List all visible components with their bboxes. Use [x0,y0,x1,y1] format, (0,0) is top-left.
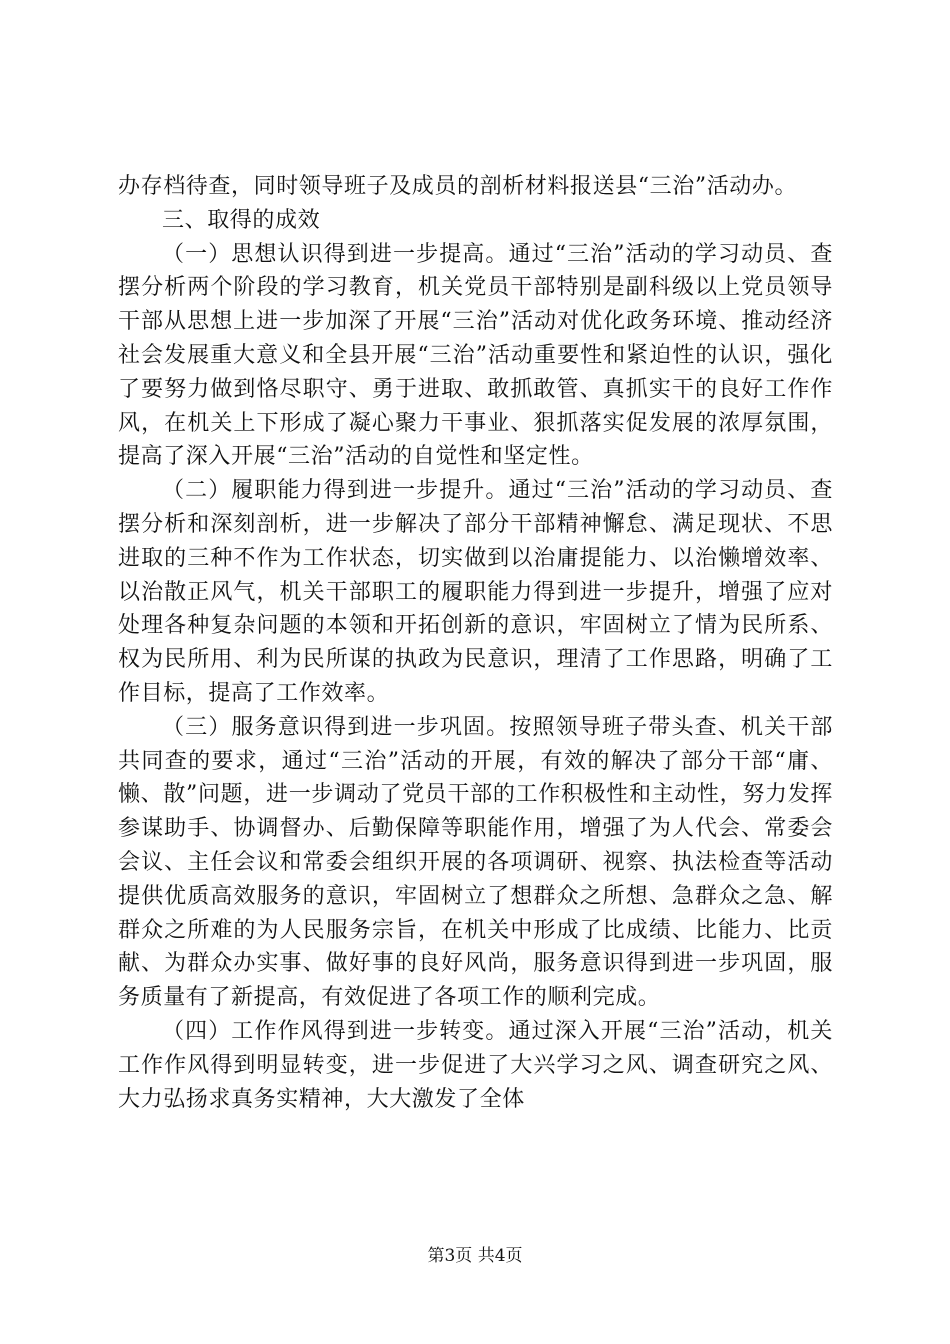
paragraph-continuation: 办存档待查，同时领导班子及成员的剖析材料报送县“三治”活动办。 [118,174,798,199]
paragraph-capability: （二）履职能力得到进一步提升。通过“三治”活动的学习动员、查摆分析和深刻剖析，进一步解决了部分干部精神懈怠、满足现状、不思进取的三种不作为工作状态，切实做到以治庸提能力、以治懒增效率、以治散正风气，机关干部职工的履职能力得到进一步提升，增强了应对处理各种复杂问题的本领和开拓创新的意识，牢固树立了情为民所系、权为民所用、利为民所谋的执政为民意识，理清了工作思路，明确了工作目标，提高了工作效率。 [118,478,833,706]
page-footer: 第3页 共4页 [427,1246,523,1266]
document-body [118,170,833,1116]
paragraph-thinking: （一）思想认识得到进一步提高。通过“三治”活动的学习动员、查摆分析两个阶段的学习教育，机关党员干部特别是副科级以上党员领导干部从思想上进一步加深了开展“三治”活动对优化政务环境、推动经济社会发展重大意义和全县开展“三治”活动重要性和紧迫性的认识，强化了要努力做到恪尽职守、勇于进取、敢抓敢管、真抓实干的良好工作作风，在机关上下形成了凝心聚力干事业、狠抓落实促发展的浓厚氛围，提高了深入开展“三治”活动的自觉性和坚定性。 [118,241,833,470]
paragraph-style: （四）工作作风得到进一步转变。通过深入开展“三治”活动，机关工作作风得到明显转变，进一步促进了大兴学习之风、调查研究之风、大力弘扬求真务实精神，大大激发了全体 [118,1018,833,1112]
section-heading: 三、取得的成效 [162,207,321,233]
paragraph-service: （三）服务意识得到进一步巩固。按照领导班子带头查、机关干部共同查的要求，通过“三治”活动的开展，有效的解决了部分干部“庸、懒、散”问题，进一步调动了党员干部的工作积极性和主动性，努力发挥参谋助手、协调督办、后勤保障等职能作用，增强了为人代会、常委会会议、主任会议和常委会组织开展的各项调研、视察、执法检查等活动提供优质高效服务的意识，牢固树立了想群众之所想、急群众之急、解群众之所难的为人民服务宗旨，在机关中形成了比成绩、比能力、比贡献、为群众办实事、做好事的良好风尚，服务意识得到进一步巩固，服务质量有了新提高，有效促进了各项工作的顺利完成。 [118,714,833,1011]
